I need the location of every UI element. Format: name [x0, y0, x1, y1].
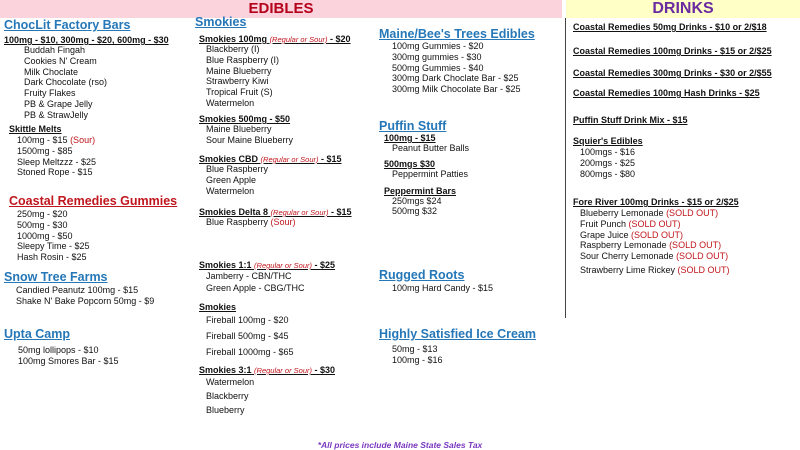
squiers-title: Squier's Edibles [573, 136, 643, 146]
squiers-section [573, 136, 643, 179]
list-item: 200mgs - $25 [580, 157, 636, 168]
smokies-100-heading: Smokies 100mg (Regular or Sour) - $20 [199, 34, 351, 44]
list-item: Strawberry Lime Rickey (SOLD OUT) [580, 264, 730, 275]
coastal-gummies-title: Coastal Remedies Gummies [9, 194, 178, 208]
list-item: Blueberry Lemonade (SOLD OUT) [580, 208, 719, 218]
smokies-100-section [199, 34, 351, 109]
choclit-section [4, 18, 169, 121]
list-item: 250mgs $24 [392, 195, 442, 206]
list-item: Fireball 100mg - $20 [206, 315, 289, 325]
smokies-1to1-heading: Smokies 1:1 (Regular or Sour) - $25 [199, 260, 336, 270]
puffin-drink-mix [573, 115, 688, 125]
tax-footnote: *All prices include Maine State Sales Tax [317, 440, 483, 450]
list-item: 1000mg - $50 [17, 230, 73, 241]
smokies-500-heading: Smokies 500mg - $50 [199, 114, 291, 124]
list-item: Cookies N' Cream [24, 55, 97, 66]
list-item: 300mg Dark Choclate Bar - $25 [392, 73, 519, 84]
list-item: Fireball 500mg - $45 [206, 331, 289, 341]
smokies-3to1-section [199, 365, 335, 417]
drink-coastal-100: Coastal Remedies 100mg Drinks - $15 or 2/$25 [573, 46, 772, 56]
skittle-title: Skittle Melts [9, 124, 62, 134]
smokies-delta8-section [199, 207, 352, 228]
drink-coastal-hash: Coastal Remedies 100mg Hash Drinks - $25 [573, 88, 760, 98]
smokies-delta8-heading: Smokies Delta 8 (Regular or Sour) - $15 [199, 207, 352, 217]
skittle-section [9, 124, 96, 178]
list-item: Tropical Fruit (S) [206, 87, 273, 98]
list-item: Maine Blueberry [206, 65, 272, 76]
fore-river-title: Fore River 100mg Drinks - $15 or 2/$25 [573, 197, 739, 207]
edibles-header: EDIBLES [0, 0, 562, 18]
list-item: 500mg Gummies - $40 [392, 62, 484, 73]
list-item: Peanut Butter Balls [392, 143, 470, 153]
list-item: PB & Grape Jelly [24, 98, 93, 109]
puffin-stuff-section [379, 119, 469, 217]
list-item: Sleepy Time - $25 [17, 241, 90, 252]
list-item: 250mg - $20 [17, 209, 68, 219]
list-item: Fruit Punch (SOLD OUT) [580, 218, 681, 229]
list-item: 100mgs - $16 [580, 147, 636, 157]
list-item: Blue Raspberry (Sour) [206, 217, 296, 227]
list-item: Stoned Rope - $15 [17, 167, 93, 178]
list-item: Watermelon [206, 97, 255, 108]
puffin-100-heading: 100mg - $15 [384, 133, 436, 143]
peppermint-bars-heading: Peppermint Bars [384, 185, 457, 196]
list-item: 500mg - $30 [17, 219, 68, 230]
smokies-cbd-section [199, 154, 342, 196]
highly-satisfied-section [379, 327, 536, 366]
drinks-list [573, 22, 772, 99]
list-item: 100mg - $15 (Sour) [17, 135, 96, 145]
snow-tree-section [4, 270, 154, 307]
list-item: Blackberry [206, 391, 249, 401]
list-item: Blue Raspberry [206, 164, 269, 174]
drink-coastal-50: Coastal Remedies 50mg Drinks - $10 or 2/$18 [573, 22, 767, 32]
smokies-fireball-section [199, 302, 294, 360]
list-item: Peppermint Patties [392, 168, 469, 179]
smokies-cbd-heading: Smokies CBD (Regular or Sour) - $15 [199, 154, 342, 164]
list-item: 50mg lollipops - $10 [18, 345, 99, 355]
list-item: 100mg Smores Bar - $15 [18, 355, 119, 366]
list-item: Watermelon [206, 377, 255, 387]
list-item: 1500mg - $85 [17, 145, 73, 156]
highly-satisfied-title: Highly Satisfied Ice Cream [379, 327, 537, 341]
list-item: PB & StrawJelly [24, 109, 89, 120]
column-divider [565, 18, 566, 318]
rugged-roots-section [379, 268, 493, 294]
list-item: 300mg gummies - $30 [392, 51, 482, 62]
list-item: Sour Cherry Lemonade (SOLD OUT) [580, 251, 729, 262]
puffin-500-heading: 500mgs $30 [384, 158, 436, 169]
puffin-stuff-title: Puffin Stuff [379, 119, 447, 133]
list-item: Green Apple - CBG/THC [206, 283, 305, 293]
list-item: 100mg - $16 [392, 354, 443, 365]
drinks-header: DRINKS [566, 0, 800, 18]
list-item: Blueberry [206, 405, 245, 415]
list-item: Raspberry Lemonade (SOLD OUT) [580, 240, 722, 251]
list-item: Green Apple [206, 174, 257, 185]
list-item: Milk Choclate [24, 66, 79, 77]
list-item: Dark Chocolate (rso) [24, 77, 108, 88]
drink-coastal-300: Coastal Remedies 300mg Drinks - $30 or 2/$55 [573, 68, 772, 78]
upta-camp-section [4, 327, 119, 367]
smokies-title [195, 15, 246, 29]
list-item: 300mg Milk Chocolate Bar - $25 [392, 84, 521, 95]
smokies-heading: Smokies [195, 15, 247, 29]
snow-tree-title: Snow Tree Farms [4, 270, 108, 284]
list-item: Shake N' Bake Popcorn 50mg - $9 [16, 295, 155, 306]
smokies-500-section [199, 114, 293, 146]
choclit-title: ChocLit Factory Bars [4, 18, 131, 32]
list-item: 50mg - $13 [392, 344, 438, 354]
list-item: Fruity Flakes [24, 88, 76, 99]
list-item: Hash Rosin - $25 [17, 252, 87, 263]
list-item: Jamberry - CBN/THC [206, 271, 292, 281]
smokies-fireball-heading: Smokies [199, 302, 237, 312]
list-item: Sleep Meltzzz - $25 [17, 156, 97, 167]
smokies-1to1-section [199, 260, 335, 294]
list-item: Grape Juice (SOLD OUT) [580, 229, 684, 240]
list-item: Candied Peanutz 100mg - $15 [16, 285, 139, 295]
maine-bees-title: Maine/Bee's Trees Edibles [379, 27, 535, 41]
puffin-drink-mix-label: Puffin Stuff Drink Mix - $15 [573, 115, 688, 125]
list-item: Blue Raspberry (I) [206, 54, 280, 65]
maine-bees-section [379, 27, 535, 95]
rugged-roots-title: Rugged Roots [379, 268, 465, 282]
list-item: Blackberry (I) [206, 44, 260, 54]
list-item: 800mgs - $80 [580, 168, 636, 179]
list-item: Watermelon [206, 185, 255, 196]
list-item: Maine Blueberry [206, 124, 272, 134]
list-item: Strawberry Kiwi [206, 76, 269, 87]
coastal-gummies-section [9, 194, 177, 263]
list-item: Fireball 1000mg - $65 [206, 347, 294, 357]
fore-river-section [573, 197, 739, 276]
list-item: Sour Maine Blueberry [206, 134, 294, 145]
list-item: Buddah Fingah [24, 45, 86, 55]
list-item: 100mg Gummies - $20 [392, 41, 484, 51]
choclit-price: 100mg - $10, 300mg - $20, 600mg - $30 [4, 35, 169, 45]
list-item: 500mg $32 [392, 206, 438, 217]
list-item: 100mg Hard Candy - $15 [392, 283, 494, 293]
upta-camp-title: Upta Camp [4, 327, 70, 341]
smokies-3to1-heading: Smokies 3:1 (Regular or Sour) - $30 [199, 365, 336, 375]
